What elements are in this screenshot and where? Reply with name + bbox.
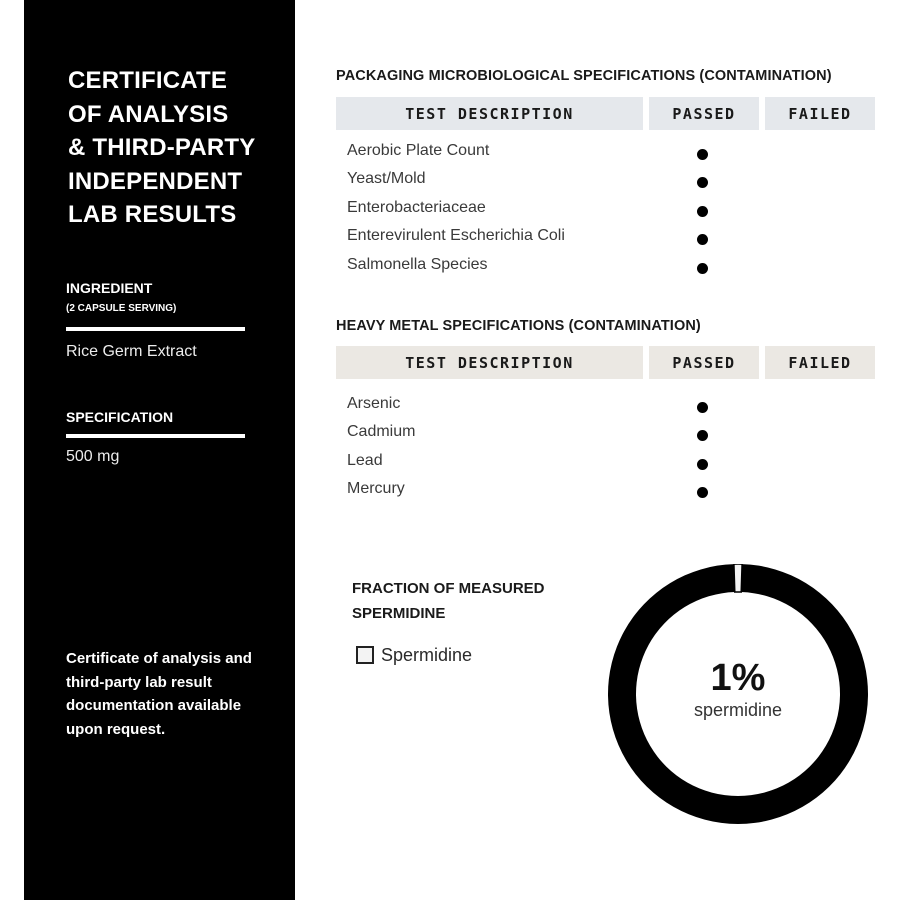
test-name: Cadmium — [347, 423, 416, 440]
ingredient-divider — [66, 327, 245, 331]
certificate-title — [68, 64, 283, 232]
test-name: Salmonella Species — [347, 256, 488, 273]
passed-dot-icon — [697, 149, 708, 160]
test-name: Aerobic Plate Count — [347, 142, 490, 159]
table-row — [336, 224, 876, 252]
table-row — [336, 196, 876, 224]
specification-value: 500 mg — [66, 448, 120, 465]
passed-dot-icon — [697, 234, 708, 245]
metals-header-failed: FAILED — [765, 346, 875, 379]
table-row — [336, 420, 876, 448]
donut-center-label — [608, 657, 868, 721]
passed-dot-icon — [697, 402, 708, 413]
sidebar — [24, 0, 295, 900]
passed-dot-icon — [697, 206, 708, 217]
micro-header-failed: FAILED — [765, 97, 875, 130]
specification-label: SPECIFICATION — [66, 409, 174, 425]
metals-header-description: TEST DESCRIPTION — [336, 346, 643, 379]
passed-dot-icon — [697, 430, 708, 441]
chart-legend — [356, 643, 472, 667]
documentation-note: Certificate of analysis and third-party lab result documentation available upon request. — [66, 650, 252, 738]
title-line: LAB RESULTS — [68, 201, 237, 228]
micro-header-description: TEST DESCRIPTION — [336, 97, 643, 130]
title-line: OF ANALYSIS — [68, 100, 229, 128]
metals-section-title: HEAVY METAL SPECIFICATIONS (CONTAMINATION) — [336, 318, 701, 334]
donut-percentage: 1% — [710, 657, 766, 699]
ingredient-sublabel: (2 CAPSULE SERVING) — [66, 303, 177, 314]
micro-section-title: PACKAGING MICROBIOLOGICAL SPECIFICATIONS (CONTAMINATION) — [336, 68, 832, 84]
test-name: Yeast/Mold — [347, 170, 426, 187]
table-row — [336, 477, 876, 505]
passed-dot-icon — [697, 263, 708, 274]
passed-dot-icon — [697, 459, 708, 470]
donut-caption: spermidine — [693, 700, 783, 720]
test-name: Mercury — [347, 480, 405, 497]
title-line: INDEPENDENT — [68, 167, 243, 195]
table-row — [336, 139, 876, 167]
test-name: Arsenic — [347, 395, 401, 412]
legend-swatch — [356, 646, 374, 664]
passed-dot-icon — [697, 177, 708, 188]
specification-divider — [66, 434, 245, 438]
title-line: & THIRD-PARTY — [68, 134, 256, 161]
table-row — [336, 167, 876, 195]
micro-header-passed: PASSED — [649, 97, 759, 130]
fraction-title: FRACTION OF MEASURED SPERMIDINE — [352, 580, 545, 622]
donut-slice-spermidine — [734, 564, 742, 592]
metals-header-passed: PASSED — [649, 346, 759, 379]
legend-label: Spermidine — [381, 644, 473, 665]
ingredient-value: Rice Germ Extract — [66, 343, 197, 360]
table-row — [336, 449, 876, 477]
passed-dot-icon — [697, 487, 708, 498]
table-row — [336, 253, 876, 281]
title-line: CERTIFICATE — [68, 67, 228, 94]
test-name: Enterevirulent Escherichia Coli — [347, 227, 565, 244]
test-name: Enterobacteriaceae — [347, 199, 486, 216]
table-row — [336, 392, 876, 420]
ingredient-label: INGREDIENT — [66, 280, 153, 296]
test-name: Lead — [347, 452, 383, 469]
